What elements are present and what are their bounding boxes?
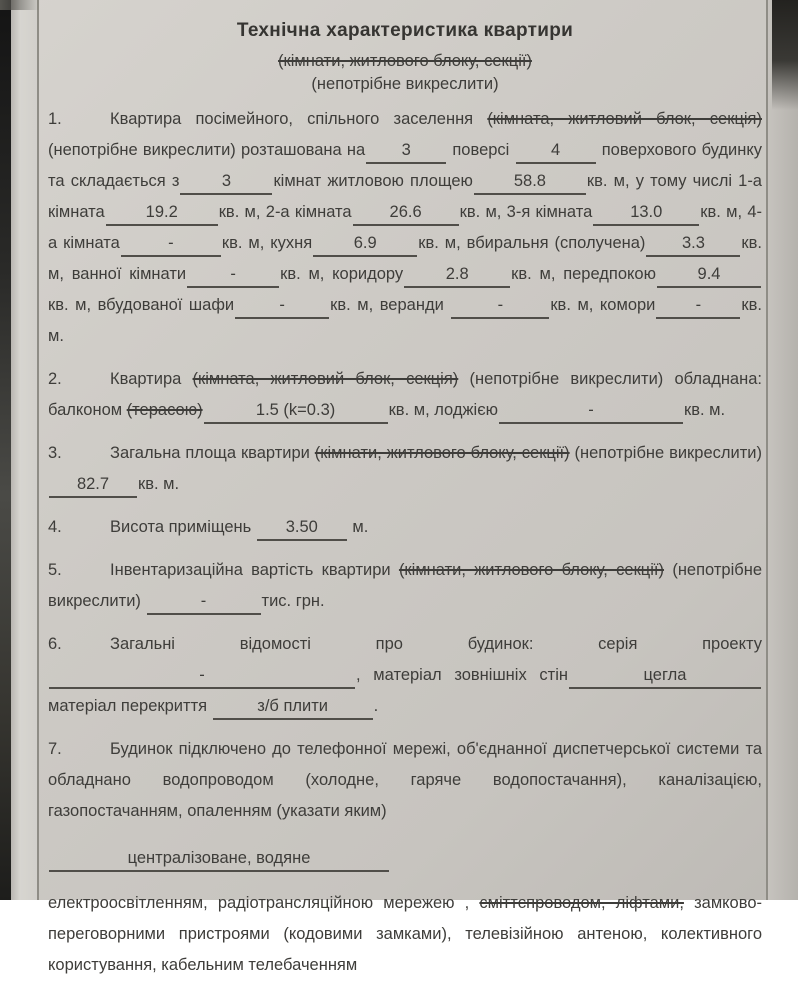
paragraph-8-other-equipment — [48, 888, 762, 981]
blank-field-value: 26.6 — [389, 203, 422, 221]
form-blank-field — [49, 846, 389, 872]
text-segment: кв. м, 4-а кімната — [48, 203, 762, 252]
blank-field-value: 58.8 — [513, 172, 546, 190]
form-blank-field — [569, 663, 761, 689]
blank-field-value: - — [497, 296, 504, 314]
text-segment: (непотрібне викреслити) — [48, 561, 762, 610]
paragraph-number: 4. — [48, 518, 62, 536]
blank-field-value: централізоване, водяне — [127, 849, 311, 867]
struck-out-text: (кімната, житловий блок, секція) — [487, 110, 762, 128]
struck-out-text: (кімнати, житлового блоку, секції) — [314, 444, 570, 462]
paragraph-3-total-area — [48, 438, 762, 500]
text-segment: , матеріал зовнішніх стін — [356, 666, 568, 684]
document-title: Технічна характеристика квартири — [236, 20, 574, 41]
text-segment: кв. м, вбиральня (сполучена) — [418, 234, 646, 252]
form-blank-field — [656, 293, 740, 319]
blank-field-value: 3.50 — [285, 518, 318, 536]
text-segment: (непотрібне викреслити) — [569, 444, 762, 462]
text-segment: поверхового будинку та складається з — [48, 141, 762, 190]
struck-out-text: (кімнати, житлового блоку, секції) — [398, 561, 665, 579]
form-blank-field — [106, 200, 218, 226]
form-blank-field — [451, 293, 549, 319]
text-segment: кв. м, кухня — [221, 234, 313, 252]
text-segment: кв. м, ванної кімнати — [48, 234, 762, 283]
text-segment: м. — [347, 518, 369, 536]
form-blank-field — [257, 515, 347, 541]
blank-field-value: - — [168, 234, 174, 252]
paragraph-2-balcony-loggia — [48, 364, 762, 426]
text-segment: Загальна площа квартири — [110, 444, 315, 462]
heating-type-filled-line — [48, 843, 762, 874]
blank-field-value: 4 — [550, 141, 561, 159]
form-blank-field — [213, 694, 373, 720]
form-blank-field — [187, 262, 279, 288]
text-segment: електроосвітленням, радіотрансляційною мережею , — [48, 894, 480, 912]
text-segment: . — [373, 697, 379, 715]
text-segment: Інвентаризаційна вартість квартири — [110, 561, 399, 579]
form-blank-field — [366, 138, 446, 164]
paragraph-number: 6. — [48, 635, 62, 653]
text-segment: кв. м, коридору — [280, 265, 404, 283]
text-segment: поверсі — [447, 141, 515, 159]
blank-field-value: 3.3 — [681, 234, 705, 252]
text-segment: замково-переговорними пристроями (кодовими замками), телевізійною антеною, колективного користування, кабельним телебаченням — [48, 894, 762, 974]
form-blank-field — [204, 398, 388, 424]
form-blank-field — [49, 472, 137, 498]
blank-field-value: 3 — [401, 141, 411, 159]
blank-field-value: 6.9 — [353, 234, 377, 252]
text-segment: кімнат житловою площею — [273, 172, 473, 190]
text-segment: кв. м. — [138, 475, 180, 493]
blank-field-value: 82.7 — [76, 475, 110, 493]
blank-field-value: - — [230, 265, 236, 283]
paragraph-1-apartment-rooms — [48, 104, 762, 352]
form-blank-field — [474, 169, 586, 195]
blank-field-value: - — [279, 296, 285, 314]
form-blank-field — [499, 398, 683, 424]
text-segment: кв. м, 3-я кімната — [459, 203, 593, 221]
paragraph-number: 7. — [48, 740, 62, 758]
struck-out-text: (кімната, житловий блок, секція) — [192, 370, 459, 388]
text-segment: кв. м. — [684, 401, 726, 419]
form-blank-field — [657, 262, 761, 288]
text-segment: кв. м, вбудованої шафи — [48, 296, 235, 314]
blank-field-value: - — [200, 592, 207, 610]
text-segment: Квартира посімейного, спільного заселення — [110, 110, 488, 128]
paragraph-number: 2. — [48, 370, 62, 388]
form-blank-field — [180, 169, 272, 195]
text-segment: Загальні відомості про будинок: серія проекту — [110, 635, 762, 653]
text-segment: матеріал перекриття — [48, 697, 212, 715]
form-blank-field — [235, 293, 329, 319]
text-segment: кв. м, у тому числі 1-а кімната — [48, 172, 762, 221]
form-blank-field — [404, 262, 510, 288]
text-segment: (непотрібне викреслити) обладнана: балконом — [48, 370, 762, 419]
paragraph-number: 5. — [48, 561, 62, 579]
paragraph-number: 3. — [48, 444, 62, 462]
text-segment: кв. м, веранди — [330, 296, 451, 314]
text-segment: кв. м, лоджією — [388, 401, 498, 419]
form-blank-field — [313, 231, 417, 257]
paragraph-7-utilities — [48, 734, 762, 827]
struck-out-text: (терасою) — [126, 401, 203, 419]
paragraph-5-inventory-value — [48, 555, 762, 617]
text-segment: (непотрібне викреслити) розташована на — [48, 141, 366, 159]
blank-field-value: - — [695, 296, 702, 314]
text-segment: кв. м. — [48, 296, 762, 345]
form-blank-field — [147, 589, 261, 615]
blank-field-value: - — [588, 401, 594, 419]
text-segment: Квартира — [110, 370, 193, 388]
form-blank-field — [121, 231, 221, 257]
text-segment: кв. м, комори — [550, 296, 656, 314]
form-blank-field — [49, 663, 355, 689]
blank-field-value: 9.4 — [697, 265, 721, 283]
paragraph-6-building-info — [48, 629, 762, 722]
text-segment: Будинок підключено до телефонної мережі, об'єднанної диспетчерської системи та обладнано водопроводом (холодне, гаряче водопостачання), каналізацією, газопостачанням, опаленням (указати яким) — [48, 740, 762, 820]
form-blank-field — [516, 138, 596, 164]
blank-field-value: - — [199, 666, 205, 684]
struck-out-text: сміттєпроводом, ліфтами, — [479, 894, 684, 912]
paragraph-4-ceiling-height — [48, 512, 762, 543]
blank-field-value: 13.0 — [630, 203, 663, 221]
text-segment: кв. м, 2-а кімната — [218, 203, 352, 221]
text-segment: кв. м, передпокою — [511, 265, 656, 283]
text-segment: тис. грн. — [261, 592, 325, 610]
document-subtitle-struck: (кімнати, житлового блоку, секції) — [278, 52, 532, 70]
text-segment: Висота приміщень — [110, 518, 256, 536]
form-blank-field — [593, 200, 699, 226]
blank-field-value: цегла — [643, 666, 687, 684]
document-subtitle-note: (непотрібне викреслити) — [311, 75, 499, 93]
blank-field-value: 19.2 — [145, 203, 178, 221]
form-blank-field — [646, 231, 740, 257]
blank-field-value: 2.8 — [445, 265, 469, 283]
paragraph-number: 1. — [48, 110, 62, 128]
blank-field-value: 3 — [221, 172, 232, 190]
form-blank-field — [353, 200, 459, 226]
blank-field-value: з/б плити — [257, 697, 329, 715]
blank-field-value: 1.5 (k=0.3) — [255, 401, 336, 419]
